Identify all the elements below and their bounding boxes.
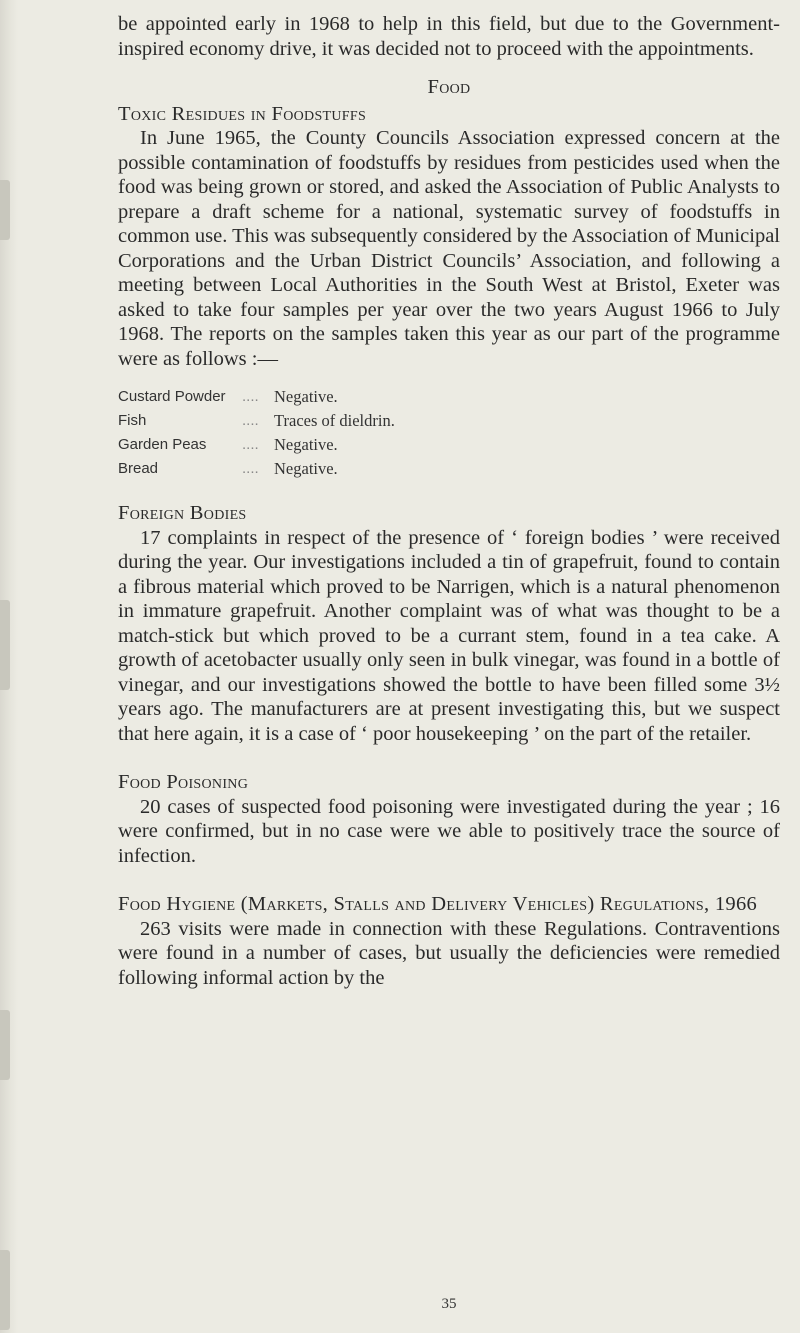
result-value: Negative. bbox=[274, 435, 338, 454]
binding-mark bbox=[0, 1010, 10, 1080]
result-value: Negative. bbox=[274, 459, 338, 478]
foreign-bodies-paragraph: 17 complaints in respect of the presence of ‘ foreign bodies ’ were received during the year. Our investigations included a tin of grapefruit, found to contain a fibrous material which proved to be Narrigen, which is a natural phenomenon in immature grapefruit. Another complaint was of what was thought to be a match-stick but which proved to be a currant stem, found in a tea cake. A growth of acetobacter usually only seen in bulk vinegar, was found in a bottle of vinegar, and our investigations showed the bottle to have been filled some 3½ years ago. The manufacturers are at present investigating this, but we suspect that here again, it is a case of ‘ poor housekeeping ’ on the part of the retailer. bbox=[118, 526, 780, 745]
result-value: Traces of dieldrin. bbox=[274, 411, 395, 430]
page-number: 35 bbox=[441, 1296, 457, 1312]
result-value: Negative. bbox=[274, 387, 338, 406]
result-leader: .... bbox=[242, 388, 259, 405]
result-item: Fish bbox=[118, 412, 147, 429]
food-hygiene-paragraph: 263 visits were made in connection with these Regulations. Contraventions were found in a number of cases, but usually the deficiencies were remedied following informal action by the bbox=[118, 917, 780, 989]
toxic-residues-paragraph: In June 1965, the County Councils Association expressed concern at the possible contamination of foodstuffs by residues from pesticides used when the food was being grown or stored, and asked the Association of Public Analysts to prepare a draft scheme for a national, systematic survey of foodstuffs in common use. This was subsequently considered by the Association of Municipal Corporations and the Urban District Councils’ Association, and following a meeting between Local Authorities in the South West at Bristol, Exeter was asked to take four samples per year over the two years August 1966 to July 1968. The reports on the samples taken this year as our part of the programme were as follows :— bbox=[118, 127, 780, 370]
result-item: Bread bbox=[118, 460, 159, 477]
result-leader: .... bbox=[242, 412, 259, 429]
binding-mark bbox=[0, 1250, 10, 1330]
result-item: Garden Peas bbox=[118, 436, 207, 453]
result-row bbox=[118, 433, 780, 457]
document-page bbox=[118, 12, 780, 990]
foreign-bodies-heading: Foreign Bodies bbox=[118, 502, 247, 524]
results-list bbox=[118, 385, 780, 481]
result-row bbox=[118, 457, 780, 481]
result-row bbox=[118, 409, 780, 433]
food-poisoning-paragraph: 20 cases of suspected food poisoning were investigated during the year ; 16 were confirmed, but in no case were we able to positively trace the source of infection. bbox=[118, 795, 780, 867]
result-item: Custard Powder bbox=[118, 388, 226, 405]
intro-paragraph: be appointed early in 1968 to help in this field, but due to the Government-inspired economy drive, it was decided not to proceed with the appointments. bbox=[118, 13, 780, 60]
toxic-residues-heading: Toxic Residues in Foodstuffs bbox=[118, 102, 367, 125]
binding-mark bbox=[0, 180, 10, 240]
food-hygiene-heading: Food Hygiene (Markets, Stalls and Delivery Vehicles) Regulations, 1966 bbox=[118, 893, 758, 915]
section-title: Food bbox=[427, 76, 471, 98]
result-leader: .... bbox=[242, 436, 259, 453]
result-row bbox=[118, 385, 780, 409]
binding-mark bbox=[0, 600, 10, 690]
result-leader: .... bbox=[242, 460, 259, 477]
food-poisoning-heading: Food Poisoning bbox=[118, 771, 249, 793]
